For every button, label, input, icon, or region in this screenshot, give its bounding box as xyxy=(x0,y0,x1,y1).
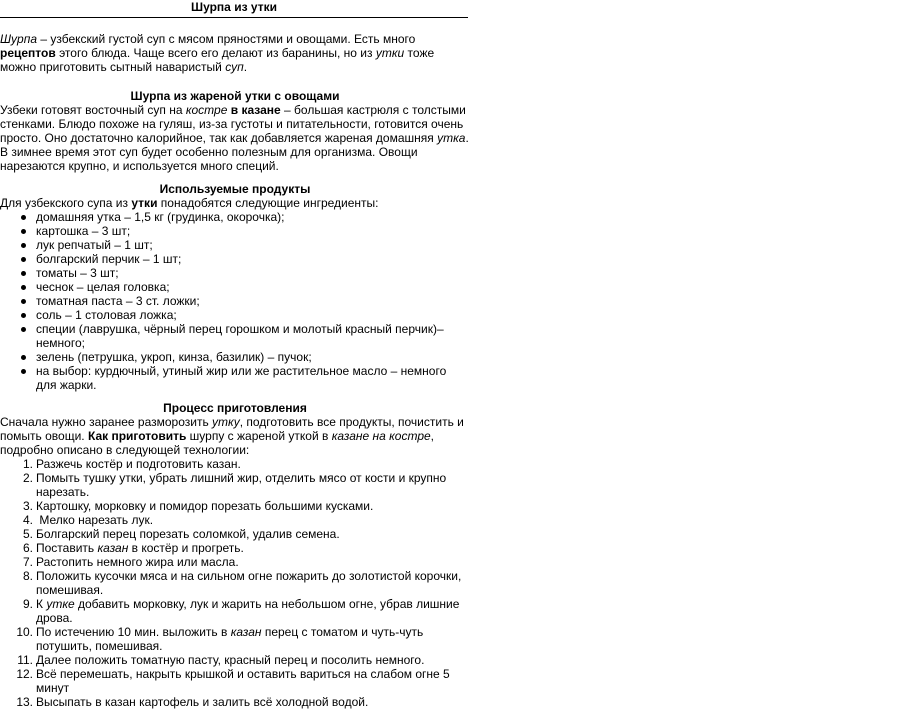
section-heading-fried-duck: Шурпа из жареной утки с овощами xyxy=(130,89,340,103)
list-item: картошка – 3 шт; xyxy=(0,224,470,238)
list-item: зелень (петрушка, укроп, кинза, базилик) – пучок; xyxy=(0,350,470,364)
list-item: чеснок – целая головка; xyxy=(0,280,470,294)
section-heading-process: Процесс приготовления xyxy=(163,401,307,415)
list-item: 6. Поставить казан в костёр и прогреть. xyxy=(0,541,470,555)
section-heading-ingredients: Используемые продукты xyxy=(159,182,311,196)
section1-paragraph: Узбеки готовят восточный суп на костре в казане – большая кастрюля с толстыми стенками. Блюдо похоже на гуляш, из-за густоты и питательности, готовится очень просто. Оно достаточно калорийное, так как добавляется жареная домашняя утка. В зимнее время этот суп будет особенно полезным для организма. Овощи нарезаются крупно, и используется много специй. xyxy=(0,103,469,173)
step-number: 3. xyxy=(22,499,33,513)
step-number: 7. xyxy=(22,555,33,569)
intro-term: Шурпа xyxy=(0,32,37,46)
document-title: Шурпа из утки xyxy=(0,0,468,18)
intro-paragraph: Шурпа – узбекский густой суп с мясом пряностями и овощами. Есть много рецептов этого блюда. Чаще всего его делают из баранины, но из утки тоже можно приготовить сытный наваристый суп. xyxy=(0,32,435,74)
list-item: специи (лаврушка, чёрный перец горошком и молотый красный перчик)– немного; xyxy=(0,322,470,350)
list-item: 10. По истечению 10 мин. выложить в казан перец с томатом и чуть-чуть потушить, помешивая. xyxy=(0,625,470,653)
document-page xyxy=(0,0,470,709)
step-number: 11. xyxy=(17,653,33,667)
list-item: 8. Положить кусочки мяса и на сильном огне пожарить до золотистой корочки, помешивая. xyxy=(0,569,470,597)
steps-list xyxy=(0,457,470,709)
process-intro: Сначала нужно заранее разморозить утку, подготовить все продукты, почистить и помыть овощи. Как приготовить шурпу с жареной уткой в казане на костре, подробно описано в следующей технологии: xyxy=(0,415,464,457)
step-number: 5. xyxy=(22,527,33,541)
how-to-cook-link[interactable]: Как приготовить xyxy=(87,429,187,443)
step-number: 6. xyxy=(22,541,33,555)
list-item: 3. Картошку, морковку и помидор порезать большими кусками. xyxy=(0,499,470,513)
kazan-link[interactable]: в казане xyxy=(227,103,281,117)
list-item: 4. Мелко нарезать лук. xyxy=(0,513,470,527)
recipes-link[interactable]: рецептов xyxy=(0,46,56,60)
list-item: томаты – 3 шт; xyxy=(0,266,470,280)
step-number: 12. xyxy=(16,667,33,681)
step-number: 10. xyxy=(16,625,33,639)
ingredients-list xyxy=(0,210,470,392)
list-item: на выбор: курдючный, утиный жир или же растительное масло – немного для жарки. xyxy=(0,364,470,392)
step-number: 2. xyxy=(22,471,33,485)
step-number: 1. xyxy=(22,457,33,471)
ingredients-intro: Для узбекского супа из утки понадобятся следующие ингредиенты: xyxy=(0,196,379,210)
list-item: 9. К утке добавить морковку, лук и жарить на небольшом огне, убрав лишние дрова. xyxy=(0,597,470,625)
list-item: 13. Высыпать в казан картофель и залить всё холодной водой. xyxy=(0,695,470,709)
list-item: домашняя утка – 1,5 кг (грудинка, окорочка); xyxy=(0,210,470,224)
list-item: лук репчатый – 1 шт; xyxy=(0,238,470,252)
list-item: 11. Далее положить томатную пасту, красный перец и посолить немного. xyxy=(0,653,470,667)
step-number: 8. xyxy=(22,569,33,583)
step-number: 13. xyxy=(16,695,33,709)
list-item: 7. Растопить немного жира или масла. xyxy=(0,555,470,569)
list-item: 2. Помыть тушку утки, убрать лишний жир, отделить мясо от кости и крупно нарезать. xyxy=(0,471,470,499)
list-item: 1. Разжечь костёр и подготовить казан. xyxy=(0,457,470,471)
duck-link[interactable]: утки xyxy=(131,196,158,210)
step-number: 9. xyxy=(22,597,33,611)
list-item: томатная паста – 3 ст. ложки; xyxy=(0,294,470,308)
list-item: соль – 1 столовая ложка; xyxy=(0,308,470,322)
list-item: болгарский перчик – 1 шт; xyxy=(0,252,470,266)
list-item: 12. Всё перемешать, накрыть крышкой и оставить вариться на слабом огне 5 минут xyxy=(0,667,470,695)
step-number: 4. xyxy=(22,513,33,527)
list-item: 5. Болгарский перец порезать соломкой, удалив семена. xyxy=(0,527,470,541)
